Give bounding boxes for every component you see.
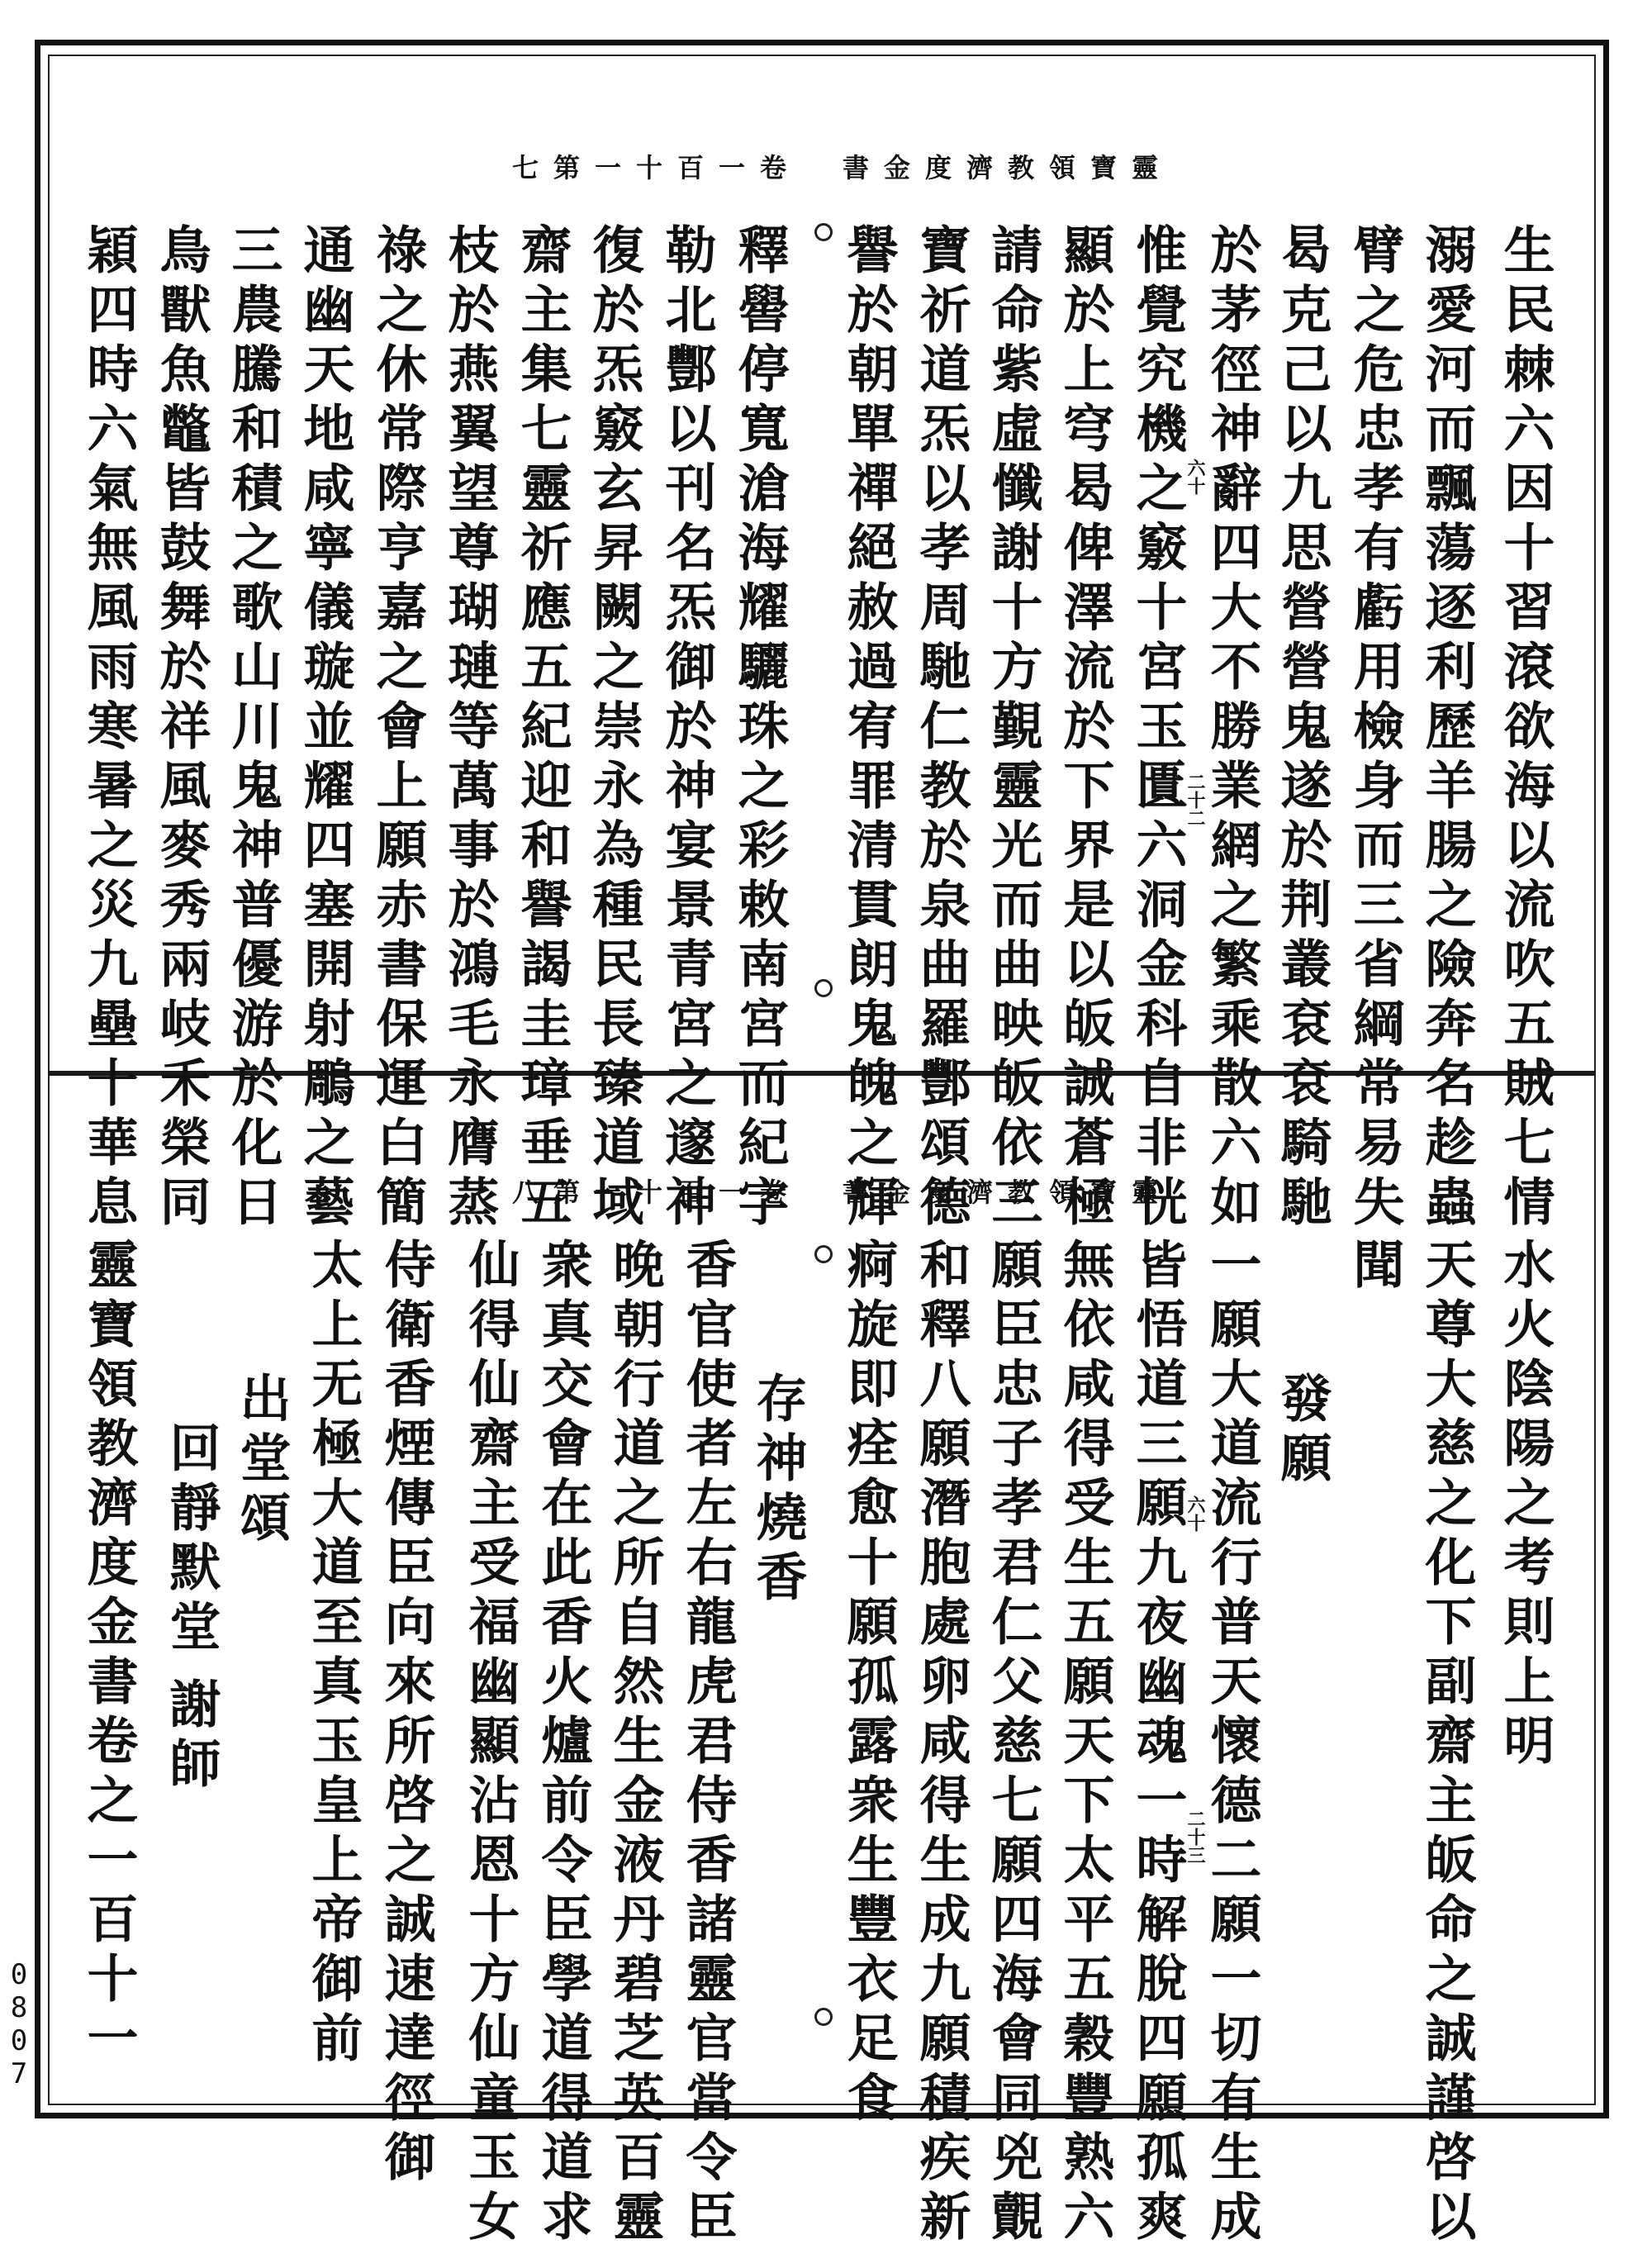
text-column: 三農騰和積之歌山川鬼神普優游於化日 — [223, 223, 283, 1234]
margin-note: 六十 — [1184, 1495, 1206, 1532]
text-column: 太上无極大道至真玉皇上帝御前 — [303, 1238, 363, 2071]
page-number: 0807 — [2, 1958, 36, 2090]
text-column: 生民棘六因十習滾欲海以流吹五賊七情 — [1495, 223, 1555, 1234]
text-column: 釋嚳停寬滄海耀驪珠之彩敕南宮而紀字 — [729, 223, 790, 1234]
text-column: 一願大道流行普天懷德二願一切有生成 — [1202, 1238, 1262, 2249]
text-column: 無依咸得受生五願天下太平五穀豐熟六 — [1055, 1238, 1115, 2249]
text-column: 通幽天地咸寧儀璇並耀四塞開射鵰之藝 — [295, 223, 355, 1234]
text-column: 復於炁竅玄昇闕之崇永為種民長臻道域 — [584, 223, 644, 1234]
circle-mark — [814, 979, 833, 997]
margin-note: 六十 — [1184, 459, 1206, 495]
circle-mark — [814, 223, 833, 241]
text-column: 皆悟道三願九夜幽魂一時解脫四願孤爽 — [1127, 1238, 1188, 2249]
text-column: 謝師 — [161, 1677, 221, 1796]
text-column: 願臣忠子孝君仁父慈七願四海會同兇覿 — [983, 1238, 1043, 2249]
margin-note: 二十二 — [1184, 773, 1206, 827]
text-column: 顯於上穹曷俾澤流於下界是以皈誠蒼極 — [1055, 223, 1115, 1234]
text-column: 於茅徑神辭四大不勝業網之繁乘散六如 — [1202, 223, 1262, 1234]
text-column: 請命紫虛懺謝十方覲靈光而曲映皈依三 — [983, 223, 1043, 1234]
section-heading: 發願 — [1272, 1372, 1332, 1491]
margin-note: 二十三 — [1184, 1809, 1206, 1864]
text-column: 侍衛香煙傳臣向來所啓之誠速達徑御 — [376, 1238, 436, 2190]
text-column: 痾旋即痊愈十願孤露衆生豐衣足食 — [838, 1238, 899, 2130]
text-column: 勒北酆以刊名炁御於神宴景青宮之邃神 — [657, 223, 717, 1234]
circle-mark — [814, 1245, 833, 1263]
text-column: 枝於燕翼望尊瑚璉等萬事於鴻毛永膺蒸 — [439, 223, 500, 1234]
text-column: 臂之危忠孝有虧用檢身而三省綱常易失 — [1345, 223, 1405, 1234]
closing-title: 靈寶領教濟度金書卷之一百十一 — [78, 1238, 139, 2071]
text-column: 鳥獸魚鼈皆鼓舞於祥風麥秀兩岐禾榮同 — [151, 223, 211, 1234]
text-column: 曷克己以九思營營鬼遂於荆叢袞袞騎馳 — [1272, 223, 1332, 1234]
section-heading: 出堂頌 — [231, 1372, 292, 1550]
circle-mark — [814, 2008, 833, 2026]
text-column: 穎四時六氣無風雨寒暑之災九壘十華息 — [78, 223, 139, 1234]
text-column: 溺愛河而飄蕩逐利歷羊腸之險奔名趁蟲 — [1417, 223, 1477, 1234]
text-column: 聞 — [1345, 1238, 1405, 1297]
section-heading: 存神燒香 — [748, 1372, 808, 1609]
text-column: 天尊大慈之化下副齋主皈命之誠謹啓以 — [1417, 1238, 1477, 2249]
text-column: 祿之休常際亨嘉之會上願赤書保運白簡 — [368, 223, 428, 1234]
text-column: 仙得仙齋主受福幽顯沾恩十方仙童玉女 — [460, 1238, 520, 2249]
text-column: 水火陰陽之考則上明 — [1495, 1238, 1555, 1773]
text-column: 衆真交會在此香火爐前令臣學道得道求 — [533, 1238, 593, 2249]
top-page-header: 七第一十百一卷 書金度濟教領寶靈 — [512, 152, 1174, 183]
text-column: 齋主集七靈祈應五紀迎和譽謁圭璋垂五 — [512, 223, 572, 1234]
bottom-page-header: 八第一十百一卷 書金度濟教領寶靈 — [512, 1177, 1174, 1208]
text-column: 寶祈道炁以孝周馳仁教於泉曲羅酆頌德 — [911, 223, 971, 1234]
text-column: 晚朝行道之所自然生金液丹碧芝英百靈 — [605, 1238, 665, 2249]
text-column: 香官使者左右龍虎君侍香諸靈官當令臣 — [677, 1238, 738, 2249]
text-column: 惟覺究機之竅十宮玉匱六洞金科自非恍 — [1127, 223, 1188, 1234]
text-column: 回靜默堂 — [161, 1421, 221, 1659]
text-column: 譽於朝單禪絕赦過宥罪清貫朗鬼魄之輝 — [838, 223, 899, 1234]
text-column: 和釋八願潛胞處卵咸得生成九願積疾新 — [911, 1238, 971, 2249]
